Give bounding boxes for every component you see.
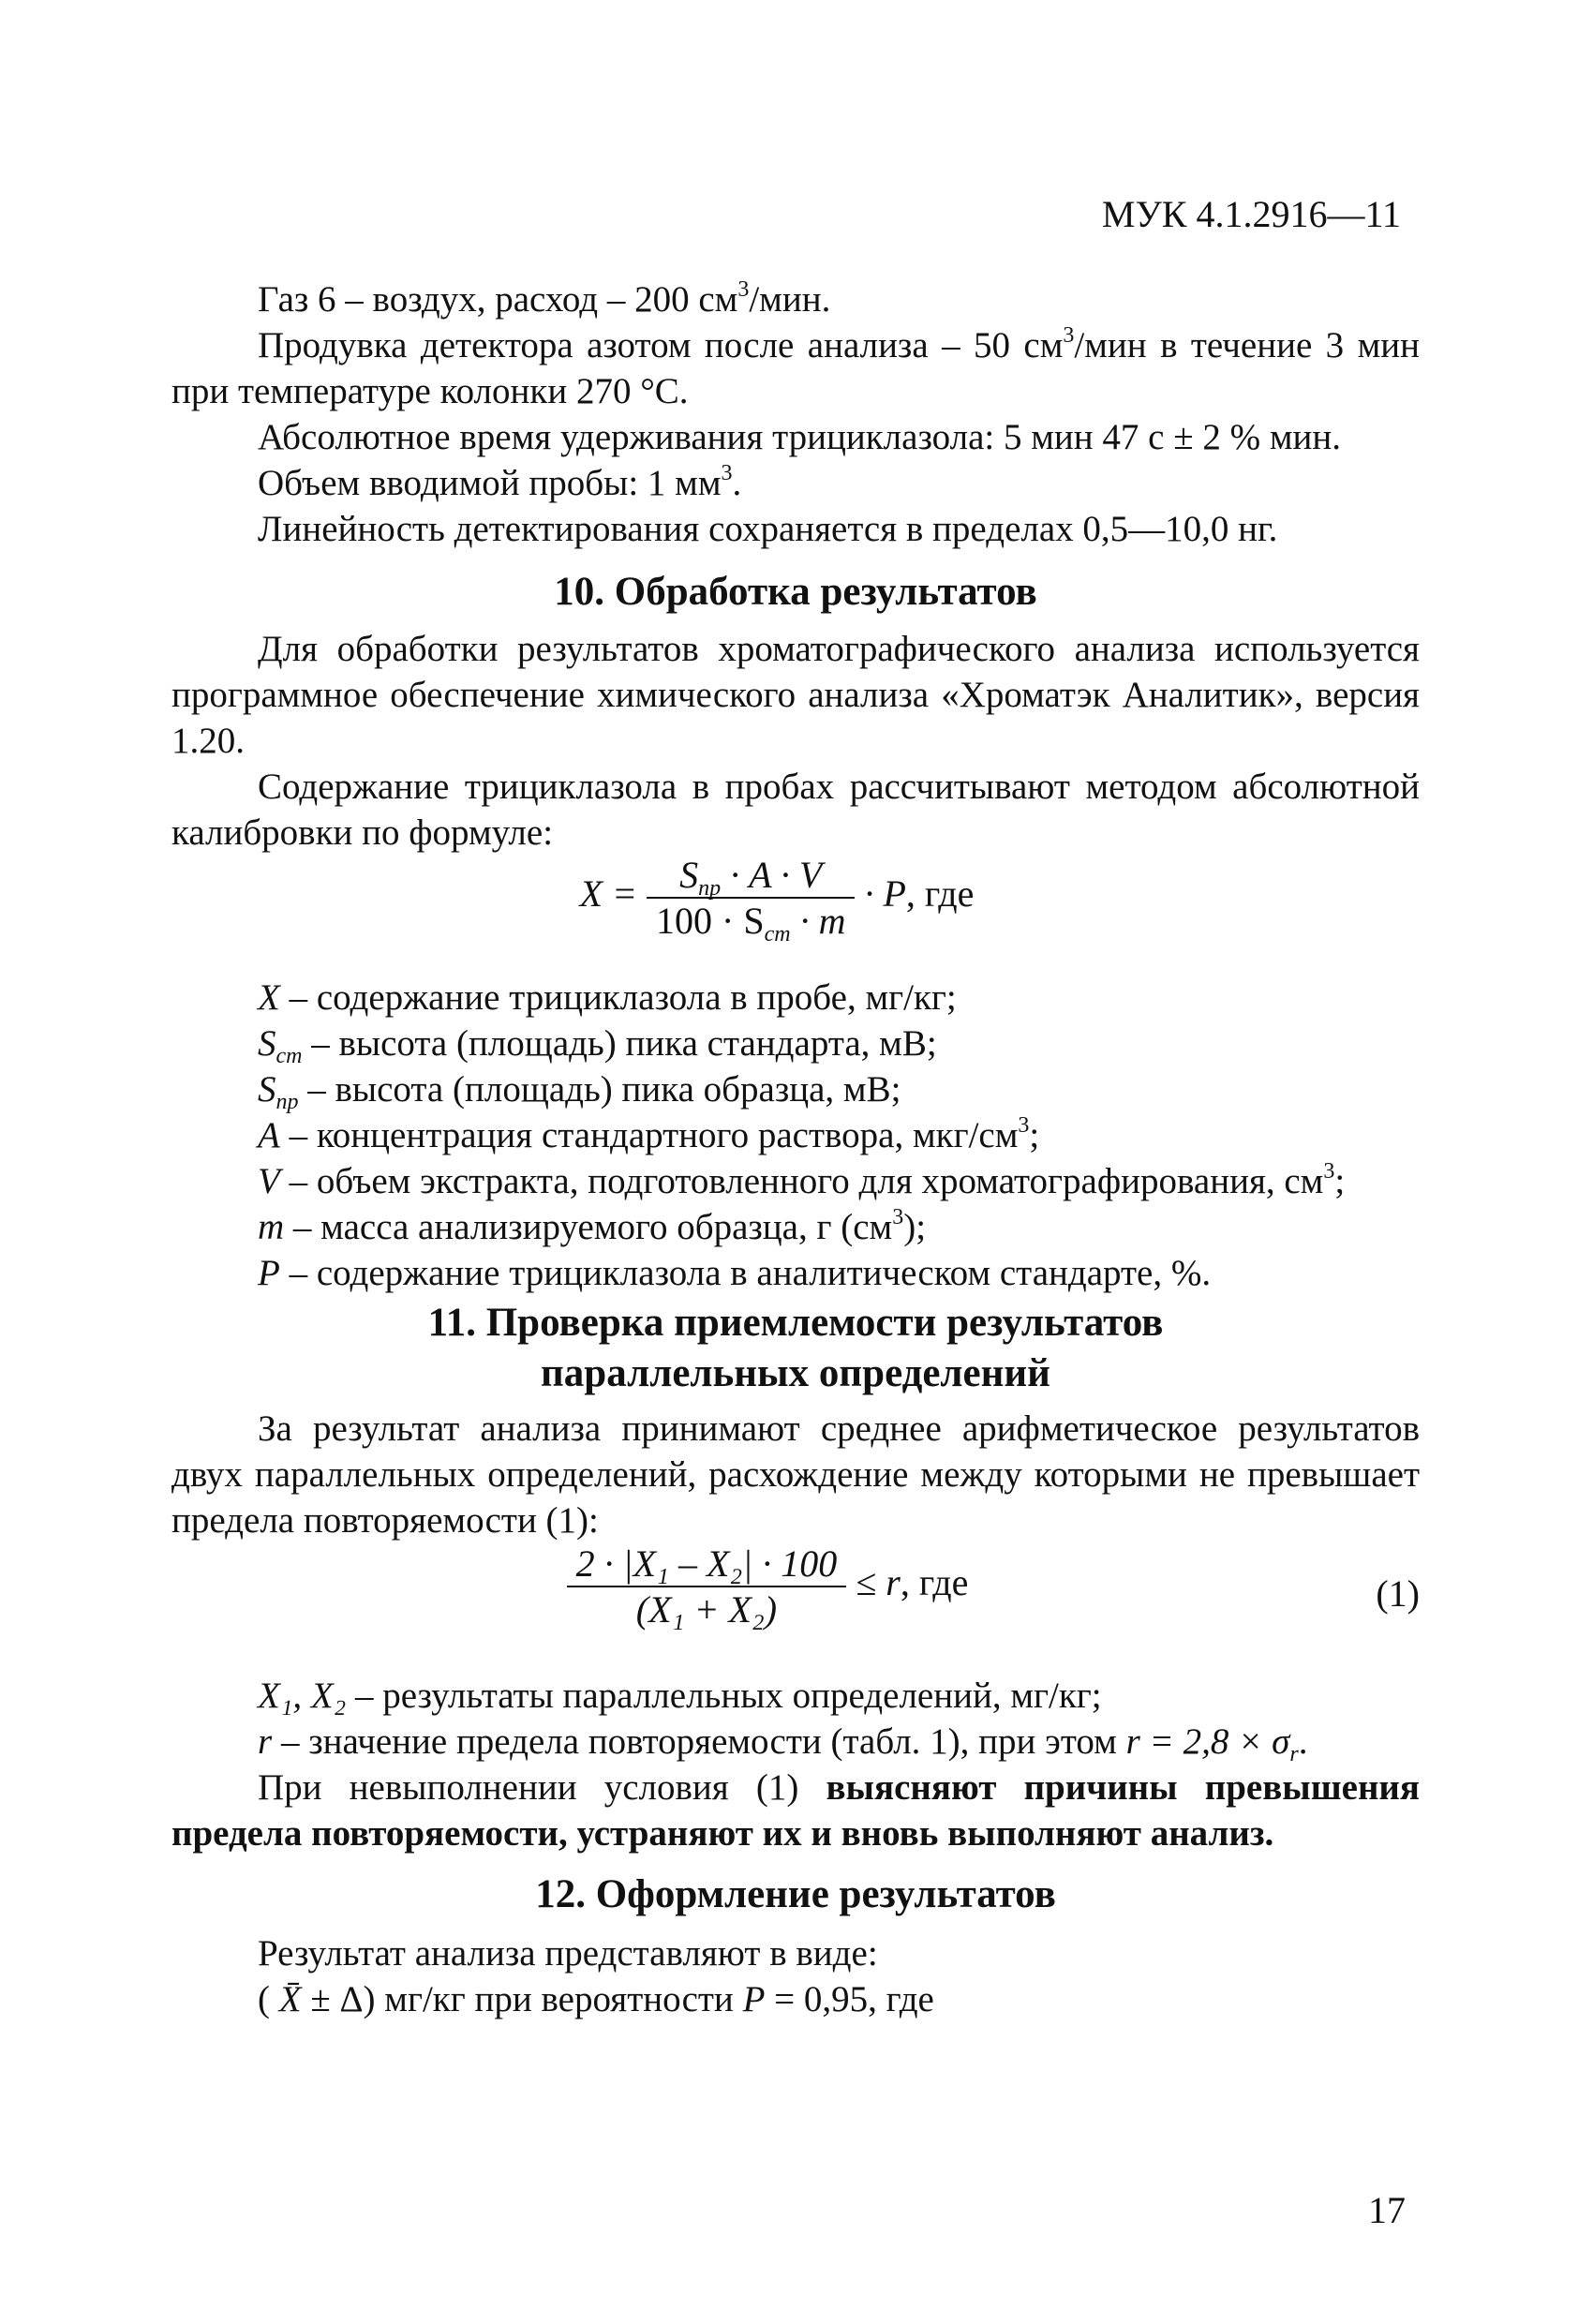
formula-repeatability-fraction: $\frac{\text{2 · |X₁ – X₂| · 100}}{\text{(X₁ + X₂)}}$ — [567, 1542, 847, 1631]
instrument-parameters — [171, 276, 1420, 552]
section-10-definitions — [171, 975, 1420, 1296]
def-s-st: $S_{ст}$ – высота (площадь) пика стандарта, мВ; — [258, 1023, 937, 1068]
section-11-definitions — [171, 1673, 1420, 1856]
volume-line: Объем вводимой пробы: 1 $мм^3$. — [258, 461, 742, 503]
def-r: r – значение предела повторяемости (табл. 1), при этом $r = 2,8 \times \sigma_r$. — [258, 1721, 1308, 1766]
section-10-body — [171, 626, 1420, 856]
def-a: A – концентрация стандартного раствора, мкг/$см^3$; — [258, 1113, 1040, 1155]
section-12-paragraph-1: Результат анализа представляют в виде: — [258, 1933, 878, 1974]
formula-x-fraction: $\frac{S_{пр} \cdot A \cdot V}{100 \cdot S_{ст} \cdot m}$ — [647, 853, 855, 943]
section-12-body — [171, 1930, 1420, 2022]
def-p: P – содержание трициклазола в аналитическом стандарте, %. — [258, 1253, 1212, 1293]
section-11-paragraph-1: За результат анализа принимают среднее арифметическое результатов двух параллельных определений, расхождение между которыми не превышает предела повторяемости (1): — [171, 1408, 1420, 1541]
section-11-paragraph-2: При невыполнении условия (1) выясняют причины превышения предела повторяемости, устраняют их и вновь выполняют анализ. — [171, 1767, 1420, 1854]
section-10 — [171, 567, 1420, 618]
section-12-title: 12. Оформление результатов — [535, 1872, 1056, 1916]
equation-number: (1) — [1376, 1572, 1420, 1615]
section-10-paragraph-2: Содержание трициклазола в пробах рассчитывают методом абсолютной калибровки по формуле: — [171, 767, 1420, 853]
section-12 — [171, 1870, 1420, 1920]
section-11-body — [171, 1406, 1420, 1543]
linearity-line: Линейность детектирования сохраняется в пределах 0,5—10,0 нг. — [258, 509, 1278, 549]
retention-line: Абсолютное время удерживания трициклазола: 5 мин 47 с ± 2 % мин. — [258, 417, 1342, 457]
section-10-title: 10. Обработка результатов — [554, 570, 1037, 614]
def-m: m – масса анализируемого образца, г $(см^3)$; — [258, 1205, 927, 1247]
def-x: X – содержание трициклазола в пробе, мг/кг; — [258, 977, 957, 1018]
def-s-pr: $S_{пр}$ – высота (площадь) пика образца, мВ; — [258, 1069, 901, 1114]
section-11-title: 11. Проверка приемлемости результатов параллельных определений — [427, 1301, 1164, 1395]
formula-repeatability: $\frac{\text{2 · |X₁ – X₂| · 100}}{\text{(X₁ + X₂)}}$ ≤ r, где (1) — [171, 1542, 1420, 1631]
page-number: 17 — [1368, 2189, 1406, 2231]
doc-code-header: МУК 4.1.2916—11 — [1101, 193, 1401, 235]
def-v: V – объем экстракта, подготовленного для хроматографирования, $см^3$; — [258, 1159, 1346, 1201]
def-x1-x2: X₁, X₂ – результаты параллельных определений, мг/кг; — [258, 1676, 1102, 1716]
purge-line: Продувка детектора азотом после анализа – 50 $см^3$/мин в течение 3 мин при температуре колонки 270 °С. — [171, 323, 1421, 411]
section-10-paragraph-1: Для обработки результатов хроматографического анализа используется программное обеспечение химического анализа «Хроматэк Аналитик», версия 1.20. — [171, 629, 1420, 761]
section-12-paragraph-2: ( X̄ ± Δ) мг/кг при вероятности P = 0,95, где — [258, 1979, 934, 2019]
formula-x: X = $\frac{S_{пр} \cdot A \cdot V}{100 \cdot S_{ст} \cdot m}$ · P, где — [579, 854, 975, 946]
gas6-line: Газ 6 – воздух, расход – 200 $см^3$/мин. — [258, 277, 831, 320]
